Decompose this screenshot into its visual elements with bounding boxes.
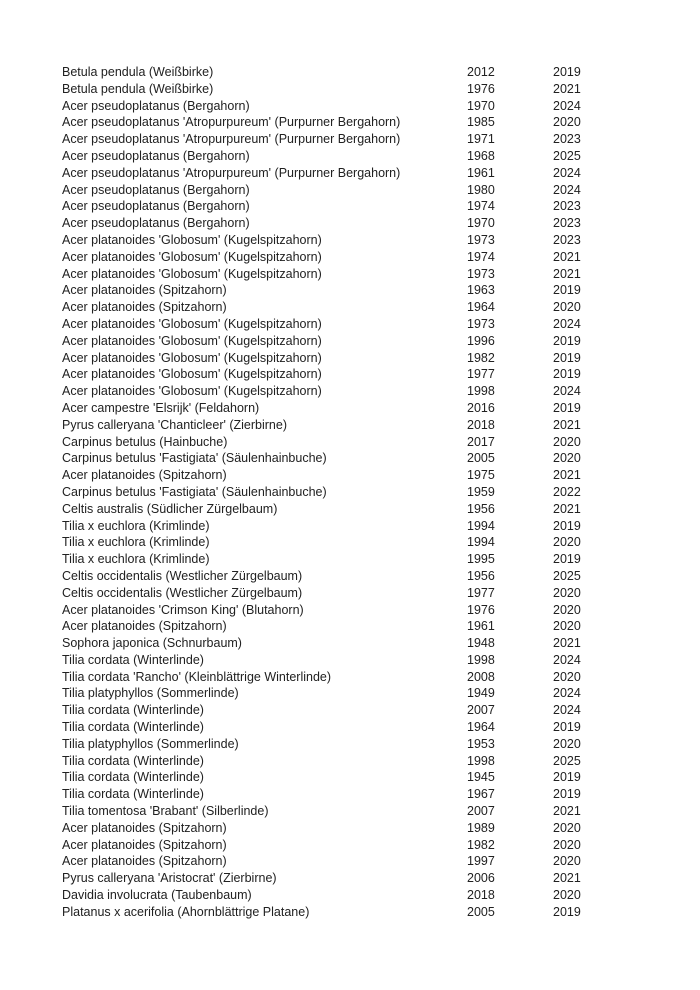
year-column-b: 2020 bbox=[553, 854, 581, 869]
tree-species-name: Tilia platyphyllos (Sommerlinde) bbox=[62, 686, 239, 701]
table-row bbox=[62, 366, 662, 383]
year-column-b: 2019 bbox=[553, 283, 581, 298]
tree-species-name: Acer pseudoplatanus (Bergahorn) bbox=[62, 216, 250, 231]
table-row bbox=[62, 753, 662, 770]
tree-species-name: Davidia involucrata (Taubenbaum) bbox=[62, 888, 252, 903]
table-row bbox=[62, 669, 662, 686]
year-column-b: 2021 bbox=[553, 249, 581, 264]
year-column-b: 2021 bbox=[553, 417, 581, 432]
year-column-b: 2024 bbox=[553, 182, 581, 197]
year-column-b: 2020 bbox=[553, 888, 581, 903]
table-row bbox=[62, 266, 662, 283]
tree-species-name: Celtis australis (Südlicher Zürgelbaum) bbox=[62, 501, 278, 516]
year-column-a: 1976 bbox=[467, 602, 495, 617]
year-column-b: 2023 bbox=[553, 132, 581, 147]
table-row bbox=[62, 350, 662, 367]
tree-species-name: Acer platanoides 'Globosum' (Kugelspitzahorn) bbox=[62, 249, 322, 264]
year-column-a: 2017 bbox=[467, 434, 495, 449]
year-column-b: 2020 bbox=[553, 115, 581, 130]
table-row bbox=[62, 652, 662, 669]
year-column-b: 2019 bbox=[553, 720, 581, 735]
year-column-a: 1949 bbox=[467, 686, 495, 701]
tree-species-name: Acer platanoides (Spitzahorn) bbox=[62, 837, 227, 852]
table-row bbox=[62, 518, 662, 535]
year-column-a: 1977 bbox=[467, 585, 495, 600]
year-column-a: 1994 bbox=[467, 518, 495, 533]
year-column-a: 1982 bbox=[467, 837, 495, 852]
table-row bbox=[62, 282, 662, 299]
year-column-a: 1956 bbox=[467, 568, 495, 583]
year-column-a: 2012 bbox=[467, 65, 495, 79]
tree-species-name: Acer platanoides 'Globosum' (Kugelspitzahorn) bbox=[62, 367, 322, 382]
year-column-b: 2020 bbox=[553, 535, 581, 550]
table-row bbox=[62, 198, 662, 215]
tree-species-name: Acer platanoides (Spitzahorn) bbox=[62, 619, 227, 634]
tree-species-name: Acer pseudoplatanus 'Atropurpureum' (Purpurner Bergahorn) bbox=[62, 165, 401, 180]
year-column-a: 1964 bbox=[467, 720, 495, 735]
year-column-a: 2005 bbox=[467, 451, 495, 466]
table-row bbox=[62, 853, 662, 870]
year-column-b: 2019 bbox=[553, 787, 581, 802]
year-column-b: 2024 bbox=[553, 316, 581, 331]
tree-species-name: Acer pseudoplatanus (Bergahorn) bbox=[62, 199, 250, 214]
year-column-a: 1998 bbox=[467, 652, 495, 667]
year-column-b: 2021 bbox=[553, 804, 581, 819]
table-row bbox=[62, 501, 662, 518]
tree-species-name: Betula pendula (Weißbirke) bbox=[62, 81, 214, 96]
year-column-a: 1989 bbox=[467, 820, 495, 835]
year-column-b: 2024 bbox=[553, 384, 581, 399]
table-row bbox=[62, 736, 662, 753]
table-row bbox=[62, 786, 662, 803]
tree-species-name: Tilia cordata (Winterlinde) bbox=[62, 787, 204, 802]
year-column-b: 2025 bbox=[553, 753, 581, 768]
year-column-a: 1959 bbox=[467, 484, 495, 499]
table-row bbox=[62, 165, 662, 182]
year-column-b: 2019 bbox=[553, 350, 581, 365]
table-row bbox=[62, 232, 662, 249]
tree-species-name: Tilia cordata (Winterlinde) bbox=[62, 720, 204, 735]
tree-species-name: Acer platanoides (Spitzahorn) bbox=[62, 300, 227, 315]
table-row bbox=[62, 719, 662, 736]
year-column-a: 1995 bbox=[467, 552, 495, 567]
table-row bbox=[62, 249, 662, 266]
year-column-b: 2020 bbox=[553, 602, 581, 617]
year-column-a: 1996 bbox=[467, 333, 495, 348]
tree-species-name: Acer pseudoplatanus (Bergahorn) bbox=[62, 148, 250, 163]
year-column-a: 1994 bbox=[467, 535, 495, 550]
table-row bbox=[62, 383, 662, 400]
year-column-b: 2024 bbox=[553, 703, 581, 718]
table-row bbox=[62, 467, 662, 484]
tree-species-name: Tilia cordata (Winterlinde) bbox=[62, 652, 204, 667]
table-row bbox=[62, 534, 662, 551]
table-row bbox=[62, 114, 662, 131]
tree-species-name: Sophora japonica (Schnurbaum) bbox=[62, 636, 242, 651]
year-column-a: 1985 bbox=[467, 115, 495, 130]
year-column-a: 1997 bbox=[467, 854, 495, 869]
tree-species-name: Pyrus calleryana 'Aristocrat' (Zierbirne) bbox=[62, 871, 277, 886]
year-column-b: 2020 bbox=[553, 585, 581, 600]
year-column-b: 2020 bbox=[553, 820, 581, 835]
tree-species-name: Acer pseudoplatanus (Bergahorn) bbox=[62, 182, 250, 197]
year-column-a: 1967 bbox=[467, 787, 495, 802]
table-row bbox=[62, 585, 662, 602]
tree-species-name: Celtis occidentalis (Westlicher Zürgelbaum) bbox=[62, 568, 303, 583]
table-row bbox=[62, 333, 662, 350]
tree-species-name: Carpinus betulus 'Fastigiata' (Säulenhainbuche) bbox=[62, 451, 327, 466]
table-row bbox=[62, 685, 662, 702]
tree-species-name: Acer campestre 'Elsrijk' (Feldahorn) bbox=[62, 400, 260, 415]
year-column-a: 1975 bbox=[467, 468, 495, 483]
year-column-b: 2024 bbox=[553, 652, 581, 667]
tree-species-name: Acer platanoides (Spitzahorn) bbox=[62, 283, 227, 298]
table-row bbox=[62, 618, 662, 635]
table-row bbox=[62, 484, 662, 501]
tree-species-name: Acer platanoides 'Globosum' (Kugelspitzahorn) bbox=[62, 384, 322, 399]
tree-species-name: Carpinus betulus (Hainbuche) bbox=[62, 434, 228, 449]
year-column-a: 2016 bbox=[467, 400, 495, 415]
table-row bbox=[62, 635, 662, 652]
tree-species-name: Tilia x euchlora (Krimlinde) bbox=[62, 535, 210, 550]
year-column-b: 2019 bbox=[553, 367, 581, 382]
year-column-b: 2021 bbox=[553, 468, 581, 483]
tree-species-name: Tilia tomentosa 'Brabant' (Silberlinde) bbox=[62, 804, 269, 819]
tree-species-name: Tilia x euchlora (Krimlinde) bbox=[62, 552, 210, 567]
year-column-a: 1971 bbox=[467, 132, 495, 147]
tree-species-name: Acer pseudoplatanus (Bergahorn) bbox=[62, 98, 250, 113]
table-row bbox=[62, 131, 662, 148]
tree-species-name: Acer pseudoplatanus 'Atropurpureum' (Purpurner Bergahorn) bbox=[62, 115, 401, 130]
table-row bbox=[62, 837, 662, 854]
table-row bbox=[62, 450, 662, 467]
year-column-a: 2008 bbox=[467, 669, 495, 684]
year-column-a: 2018 bbox=[467, 417, 495, 432]
tree-species-name: Tilia cordata (Winterlinde) bbox=[62, 753, 204, 768]
year-column-a: 1973 bbox=[467, 232, 495, 247]
year-column-b: 2019 bbox=[553, 552, 581, 567]
year-column-b: 2021 bbox=[553, 636, 581, 651]
year-column-b: 2021 bbox=[553, 266, 581, 281]
year-column-a: 1961 bbox=[467, 619, 495, 634]
table-row bbox=[62, 98, 662, 115]
year-column-b: 2019 bbox=[553, 770, 581, 785]
year-column-b: 2024 bbox=[553, 165, 581, 180]
tree-species-name: Acer platanoides (Spitzahorn) bbox=[62, 468, 227, 483]
tree-table bbox=[62, 64, 662, 921]
table-row bbox=[62, 148, 662, 165]
year-column-b: 2023 bbox=[553, 216, 581, 231]
table-row bbox=[62, 400, 662, 417]
year-column-a: 2006 bbox=[467, 871, 495, 886]
year-column-a: 1982 bbox=[467, 350, 495, 365]
year-column-b: 2023 bbox=[553, 232, 581, 247]
year-column-b: 2020 bbox=[553, 619, 581, 634]
year-column-a: 1945 bbox=[467, 770, 495, 785]
tree-species-name: Tilia cordata (Winterlinde) bbox=[62, 703, 204, 718]
year-column-a: 1973 bbox=[467, 266, 495, 281]
table-row bbox=[62, 803, 662, 820]
year-column-a: 1970 bbox=[467, 98, 495, 113]
year-column-a: 2018 bbox=[467, 888, 495, 903]
year-column-a: 1948 bbox=[467, 636, 495, 651]
year-column-b: 2020 bbox=[553, 837, 581, 852]
year-column-b: 2019 bbox=[553, 518, 581, 533]
table-row bbox=[62, 702, 662, 719]
year-column-b: 2019 bbox=[553, 400, 581, 415]
year-column-a: 1973 bbox=[467, 316, 495, 331]
table-row bbox=[62, 64, 662, 81]
year-column-b: 2020 bbox=[553, 669, 581, 684]
table-row bbox=[62, 417, 662, 434]
tree-species-name: Celtis occidentalis (Westlicher Zürgelbaum) bbox=[62, 585, 303, 600]
table-row bbox=[62, 887, 662, 904]
year-column-a: 2007 bbox=[467, 703, 495, 718]
year-column-b: 2025 bbox=[553, 148, 581, 163]
year-column-a: 1956 bbox=[467, 501, 495, 516]
table-row bbox=[62, 769, 662, 786]
tree-species-name: Acer platanoides 'Globosum' (Kugelspitzahorn) bbox=[62, 316, 322, 331]
year-column-b: 2021 bbox=[553, 501, 581, 516]
year-column-a: 2007 bbox=[467, 804, 495, 819]
year-column-b: 2020 bbox=[553, 300, 581, 315]
table-row bbox=[62, 316, 662, 333]
table-row bbox=[62, 434, 662, 451]
table-row bbox=[62, 602, 662, 619]
year-column-a: 1998 bbox=[467, 384, 495, 399]
year-column-b: 2024 bbox=[553, 686, 581, 701]
tree-species-name: Acer pseudoplatanus 'Atropurpureum' (Purpurner Bergahorn) bbox=[62, 132, 401, 147]
year-column-b: 2023 bbox=[553, 199, 581, 214]
tree-species-name: Acer platanoides (Spitzahorn) bbox=[62, 854, 227, 869]
tree-species-name: Tilia cordata 'Rancho' (Kleinblättrige Winterlinde) bbox=[62, 669, 332, 684]
tree-species-name: Platanus x acerifolia (Ahornblättrige Platane) bbox=[62, 904, 310, 919]
year-column-b: 2020 bbox=[553, 451, 581, 466]
table-row bbox=[62, 551, 662, 568]
year-column-b: 2021 bbox=[553, 871, 581, 886]
tree-species-name: Acer platanoides 'Crimson King' (Blutahorn) bbox=[62, 602, 304, 617]
year-column-b: 2019 bbox=[553, 333, 581, 348]
table-row bbox=[62, 820, 662, 837]
tree-species-name: Tilia platyphyllos (Sommerlinde) bbox=[62, 736, 239, 751]
table-row bbox=[62, 299, 662, 316]
year-column-a: 1976 bbox=[467, 81, 495, 96]
year-column-a: 1964 bbox=[467, 300, 495, 315]
tree-species-name: Acer platanoides 'Globosum' (Kugelspitzahorn) bbox=[62, 266, 322, 281]
year-column-a: 1970 bbox=[467, 216, 495, 231]
year-column-a: 1977 bbox=[467, 367, 495, 382]
year-column-a: 1998 bbox=[467, 753, 495, 768]
year-column-b: 2024 bbox=[553, 98, 581, 113]
year-column-b: 2020 bbox=[553, 434, 581, 449]
tree-species-name: Tilia cordata (Winterlinde) bbox=[62, 770, 204, 785]
year-column-b: 2022 bbox=[553, 484, 581, 499]
year-column-a: 1974 bbox=[467, 249, 495, 264]
year-column-a: 1980 bbox=[467, 182, 495, 197]
tree-species-name: Acer platanoides 'Globosum' (Kugelspitzahorn) bbox=[62, 350, 322, 365]
year-column-a: 1974 bbox=[467, 199, 495, 214]
tree-species-name: Acer platanoides (Spitzahorn) bbox=[62, 820, 227, 835]
year-column-a: 2005 bbox=[467, 904, 495, 919]
year-column-b: 2020 bbox=[553, 736, 581, 751]
year-column-b: 2019 bbox=[553, 904, 581, 919]
table-row bbox=[62, 81, 662, 98]
year-column-a: 1961 bbox=[467, 165, 495, 180]
tree-species-name: Tilia x euchlora (Krimlinde) bbox=[62, 518, 210, 533]
tree-species-name: Acer platanoides 'Globosum' (Kugelspitzahorn) bbox=[62, 333, 322, 348]
year-column-b: 2025 bbox=[553, 568, 581, 583]
table-row bbox=[62, 182, 662, 199]
tree-species-name: Acer platanoides 'Globosum' (Kugelspitzahorn) bbox=[62, 232, 322, 247]
year-column-a: 1953 bbox=[467, 736, 495, 751]
year-column-a: 1963 bbox=[467, 283, 495, 298]
table-row bbox=[62, 568, 662, 585]
tree-species-name: Pyrus calleryana 'Chanticleer' (Zierbirne) bbox=[62, 417, 287, 432]
tree-species-name: Betula pendula (Weißbirke) bbox=[62, 65, 214, 79]
tree-species-name: Carpinus betulus 'Fastigiata' (Säulenhainbuche) bbox=[62, 484, 327, 499]
table-row bbox=[62, 870, 662, 887]
table-row bbox=[62, 904, 662, 921]
year-column-b: 2021 bbox=[553, 81, 581, 96]
year-column-a: 1968 bbox=[467, 148, 495, 163]
table-row bbox=[62, 215, 662, 232]
year-column-b: 2019 bbox=[553, 65, 581, 79]
